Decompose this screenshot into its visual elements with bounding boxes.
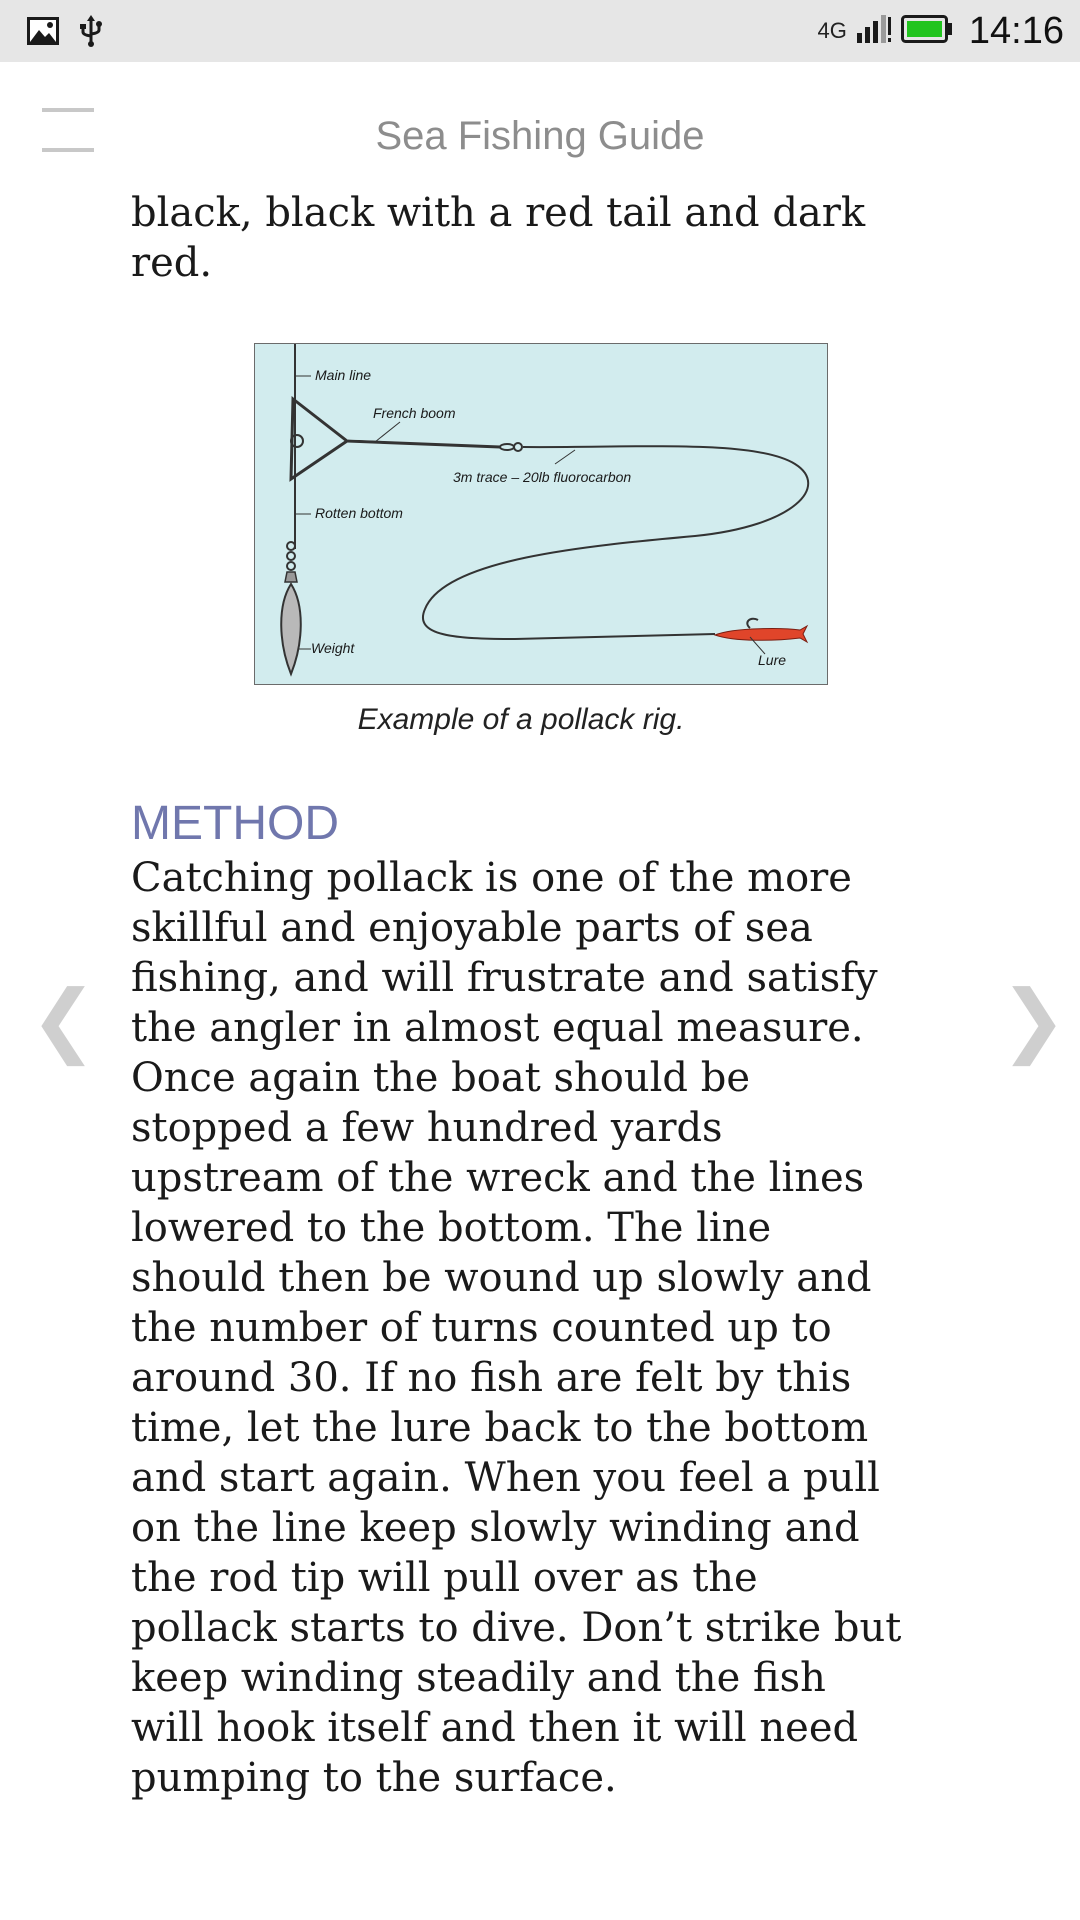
lead-paragraph: black, black with a red tail and dark red. [131, 190, 866, 286]
label-rotten-bottom: Rotten bottom [315, 505, 403, 521]
label-main-line: Main line [315, 367, 372, 383]
battery-icon [901, 15, 953, 48]
section-heading-method: METHOD [131, 797, 339, 850]
label-lure: Lure [758, 652, 787, 668]
usb-icon [78, 15, 104, 52]
label-french-boom: French boom [373, 405, 456, 421]
network-type-label: 4G [817, 18, 847, 43]
next-page-icon[interactable]: ❯ [1000, 973, 1068, 1066]
method-paragraph: Catching pollack is one of the more skillful and enjoyable parts of sea fishing, and will frustrate and satisfy the angler in almost equal measure. Once again the boat should be stopped a few hundred yards upstream of the wreck and the lines lowered to the bottom. The line should then be wound up slowly and the number of turns counted up to around 30. If no fish are felt by this time, let the lure back to the bottom and start again. When you feel a pull on the line keep slowly winding and the rod tip will pull over as the pollack starts to dive. Don’t strike but keep winding steadily and the fish will hook itself and then it will need pumping to the surface. [131, 855, 902, 1801]
rig-figure [254, 343, 828, 736]
figure-caption: Example of a pollack rig. [357, 703, 685, 736]
pollack-rig-illustration [254, 343, 828, 685]
image-icon [26, 16, 60, 51]
label-trace: 3m trace – 20lb fluorocarbon [453, 469, 632, 485]
label-weight: Weight [311, 640, 355, 656]
app-title: Sea Fishing Guide [375, 114, 705, 158]
previous-page-icon[interactable]: ❮ [30, 973, 98, 1066]
status-clock: 14:16 [968, 9, 1064, 52]
status-bar [0, 0, 1080, 62]
status-right-icons [818, 0, 1064, 62]
app-bar [0, 62, 1080, 192]
article-content [131, 188, 911, 1801]
signal-strength-icon [857, 15, 891, 48]
status-left-icons [26, 15, 104, 52]
